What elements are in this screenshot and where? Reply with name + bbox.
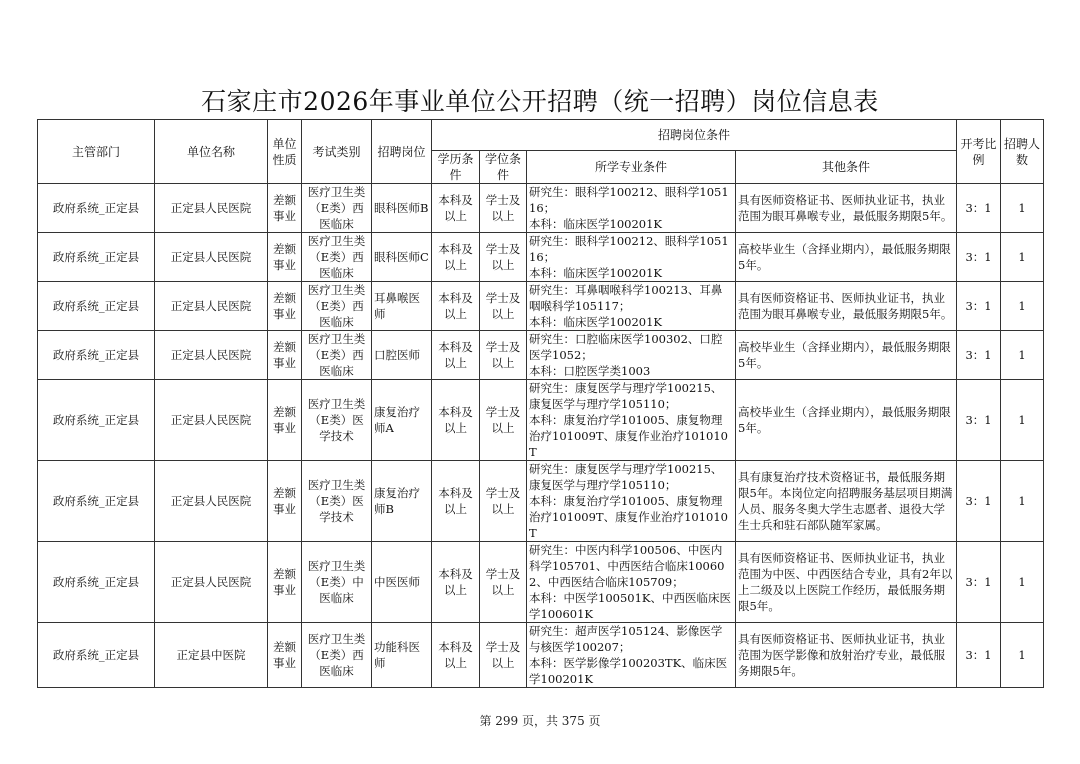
page-footer: 第 299 页，共 375 页 bbox=[479, 714, 601, 728]
dept-cell: 政府系统_正定县 bbox=[38, 184, 155, 233]
other-cell: 高校毕业生（含择业期内），最低服务期限5年。 bbox=[736, 331, 957, 380]
post-cell: 功能科医师 bbox=[372, 623, 432, 688]
unit-cell: 正定县人民医院 bbox=[155, 542, 268, 623]
count-cell: 1 bbox=[1001, 461, 1044, 542]
dept-cell: 政府系统_正定县 bbox=[38, 623, 155, 688]
ratio-cell: 3：1 bbox=[957, 623, 1001, 688]
edu-cell: 本科及以上 bbox=[432, 542, 480, 623]
table-row bbox=[38, 233, 1044, 282]
table-row bbox=[38, 380, 1044, 461]
other-cell: 具有医师资格证书、医师执业证书，执业范围为中医、中西医结合专业，具有2年以上二级及以上医院工作经历，最低服务期限5年。 bbox=[736, 542, 957, 623]
table-row bbox=[38, 331, 1044, 380]
edu-cell: 本科及以上 bbox=[432, 461, 480, 542]
dept-cell: 政府系统_正定县 bbox=[38, 282, 155, 331]
count-cell: 1 bbox=[1001, 282, 1044, 331]
nature-cell: 差额事业 bbox=[268, 233, 302, 282]
dept-cell: 政府系统_正定县 bbox=[38, 233, 155, 282]
nature-cell: 差额事业 bbox=[268, 542, 302, 623]
count-cell: 1 bbox=[1001, 331, 1044, 380]
nature-cell: 差额事业 bbox=[268, 461, 302, 542]
other-cell: 高校毕业生（含择业期内），最低服务期限5年。 bbox=[736, 233, 957, 282]
table-row bbox=[38, 461, 1044, 542]
page-title: 石家庄市2026年事业单位公开招聘（统一招聘）岗位信息表 bbox=[201, 87, 879, 116]
header-dept: 主管部门 bbox=[38, 120, 155, 184]
ratio-cell: 3：1 bbox=[957, 282, 1001, 331]
header-ratio: 开考比例 bbox=[957, 120, 1001, 184]
count-cell: 1 bbox=[1001, 233, 1044, 282]
nature-cell: 差额事业 bbox=[268, 380, 302, 461]
edu-cell: 本科及以上 bbox=[432, 233, 480, 282]
exam-cell: 医疗卫生类（E类）医学技术 bbox=[302, 380, 372, 461]
post-cell: 康复治疗师B bbox=[372, 461, 432, 542]
major-cell: 研究生：口腔临床医学100302、口腔医学1052； 本科：口腔医学类1003 bbox=[527, 331, 736, 380]
other-cell: 具有医师资格证书、医师执业证书，执业范围为眼耳鼻喉专业，最低服务期限5年。 bbox=[736, 282, 957, 331]
unit-cell: 正定县人民医院 bbox=[155, 282, 268, 331]
unit-cell: 正定县人民医院 bbox=[155, 233, 268, 282]
header-nature: 单位性质 bbox=[268, 120, 302, 184]
nature-cell: 差额事业 bbox=[268, 184, 302, 233]
header-major: 所学专业条件 bbox=[527, 151, 736, 184]
major-cell: 研究生：超声医学105124、影像医学与核医学100207； 本科：医学影像学100203TK、临床医学100201K bbox=[527, 623, 736, 688]
dept-cell: 政府系统_正定县 bbox=[38, 380, 155, 461]
table-row bbox=[38, 542, 1044, 623]
unit-cell: 正定县人民医院 bbox=[155, 461, 268, 542]
unit-cell: 正定县中医院 bbox=[155, 623, 268, 688]
header-edu: 学历条件 bbox=[432, 151, 480, 184]
post-cell: 康复治疗师A bbox=[372, 380, 432, 461]
major-cell: 研究生：康复医学与理疗学100215、康复医学与理疗学105110； 本科：康复治疗学101005、康复物理治疗101009T、康复作业治疗101010T bbox=[527, 380, 736, 461]
table-row bbox=[38, 282, 1044, 331]
nature-cell: 差额事业 bbox=[268, 331, 302, 380]
table-body bbox=[38, 184, 1044, 688]
edu-cell: 本科及以上 bbox=[432, 282, 480, 331]
table-row bbox=[38, 623, 1044, 688]
degree-cell: 学士及以上 bbox=[480, 233, 527, 282]
other-cell: 具有医师资格证书、医师执业证书，执业范围为医学影像和放射治疗专业，最低服务期限5年。 bbox=[736, 623, 957, 688]
unit-cell: 正定县人民医院 bbox=[155, 380, 268, 461]
degree-cell: 学士及以上 bbox=[480, 184, 527, 233]
ratio-cell: 3：1 bbox=[957, 331, 1001, 380]
edu-cell: 本科及以上 bbox=[432, 331, 480, 380]
exam-cell: 医疗卫生类（E类）医学技术 bbox=[302, 461, 372, 542]
header-other: 其他条件 bbox=[736, 151, 957, 184]
major-cell: 研究生：中医内科学100506、中医内科学105701、中西医结合临床100602、中西医结合临床105709； 本科：中医学100501K、中西医临床医学100601K bbox=[527, 542, 736, 623]
exam-cell: 医疗卫生类（E类）西医临床 bbox=[302, 233, 372, 282]
dept-cell: 政府系统_正定县 bbox=[38, 461, 155, 542]
nature-cell: 差额事业 bbox=[268, 282, 302, 331]
nature-cell: 差额事业 bbox=[268, 623, 302, 688]
post-cell: 眼科医师B bbox=[372, 184, 432, 233]
count-cell: 1 bbox=[1001, 623, 1044, 688]
degree-cell: 学士及以上 bbox=[480, 282, 527, 331]
exam-cell: 医疗卫生类（E类）西医临床 bbox=[302, 623, 372, 688]
count-cell: 1 bbox=[1001, 542, 1044, 623]
header-unit: 单位名称 bbox=[155, 120, 268, 184]
degree-cell: 学士及以上 bbox=[480, 461, 527, 542]
header-exam: 考试类别 bbox=[302, 120, 372, 184]
degree-cell: 学士及以上 bbox=[480, 380, 527, 461]
major-cell: 研究生：眼科学100212、眼科学105116； 本科：临床医学100201K bbox=[527, 184, 736, 233]
edu-cell: 本科及以上 bbox=[432, 184, 480, 233]
header-count: 招聘人数 bbox=[1001, 120, 1044, 184]
header-conditions: 招聘岗位条件 bbox=[432, 120, 957, 151]
other-cell: 具有康复治疗技术资格证书，最低服务期限5年。本岗位定向招聘服务基层项目期满人员、服务冬奥大学生志愿者、退役大学生士兵和驻石部队随军家属。 bbox=[736, 461, 957, 542]
count-cell: 1 bbox=[1001, 380, 1044, 461]
post-cell: 口腔医师 bbox=[372, 331, 432, 380]
major-cell: 研究生：眼科学100212、眼科学105116； 本科：临床医学100201K bbox=[527, 233, 736, 282]
unit-cell: 正定县人民医院 bbox=[155, 184, 268, 233]
degree-cell: 学士及以上 bbox=[480, 623, 527, 688]
count-cell: 1 bbox=[1001, 184, 1044, 233]
unit-cell: 正定县人民医院 bbox=[155, 331, 268, 380]
edu-cell: 本科及以上 bbox=[432, 623, 480, 688]
major-cell: 研究生：康复医学与理疗学100215、康复医学与理疗学105110； 本科：康复治疗学101005、康复物理治疗101009T、康复作业治疗101010T bbox=[527, 461, 736, 542]
edu-cell: 本科及以上 bbox=[432, 380, 480, 461]
ratio-cell: 3：1 bbox=[957, 233, 1001, 282]
exam-cell: 医疗卫生类（E类）西医临床 bbox=[302, 331, 372, 380]
dept-cell: 政府系统_正定县 bbox=[38, 331, 155, 380]
other-cell: 具有医师资格证书、医师执业证书，执业范围为眼耳鼻喉专业，最低服务期限5年。 bbox=[736, 184, 957, 233]
post-cell: 眼科医师C bbox=[372, 233, 432, 282]
exam-cell: 医疗卫生类（E类）西医临床 bbox=[302, 184, 372, 233]
post-cell: 耳鼻喉医师 bbox=[372, 282, 432, 331]
header-post: 招聘岗位 bbox=[372, 120, 432, 184]
post-cell: 中医医师 bbox=[372, 542, 432, 623]
degree-cell: 学士及以上 bbox=[480, 542, 527, 623]
ratio-cell: 3：1 bbox=[957, 380, 1001, 461]
other-cell: 高校毕业生（含择业期内），最低服务期限5年。 bbox=[736, 380, 957, 461]
degree-cell: 学士及以上 bbox=[480, 331, 527, 380]
dept-cell: 政府系统_正定县 bbox=[38, 542, 155, 623]
header-degree: 学位条件 bbox=[480, 151, 527, 184]
ratio-cell: 3：1 bbox=[957, 461, 1001, 542]
table-row bbox=[38, 184, 1044, 233]
ratio-cell: 3：1 bbox=[957, 542, 1001, 623]
exam-cell: 医疗卫生类（E类）中医临床 bbox=[302, 542, 372, 623]
job-info-table bbox=[37, 119, 1044, 688]
exam-cell: 医疗卫生类（E类）西医临床 bbox=[302, 282, 372, 331]
ratio-cell: 3：1 bbox=[957, 184, 1001, 233]
major-cell: 研究生：耳鼻咽喉科学100213、耳鼻咽喉科学105117； 本科：临床医学100201K bbox=[527, 282, 736, 331]
